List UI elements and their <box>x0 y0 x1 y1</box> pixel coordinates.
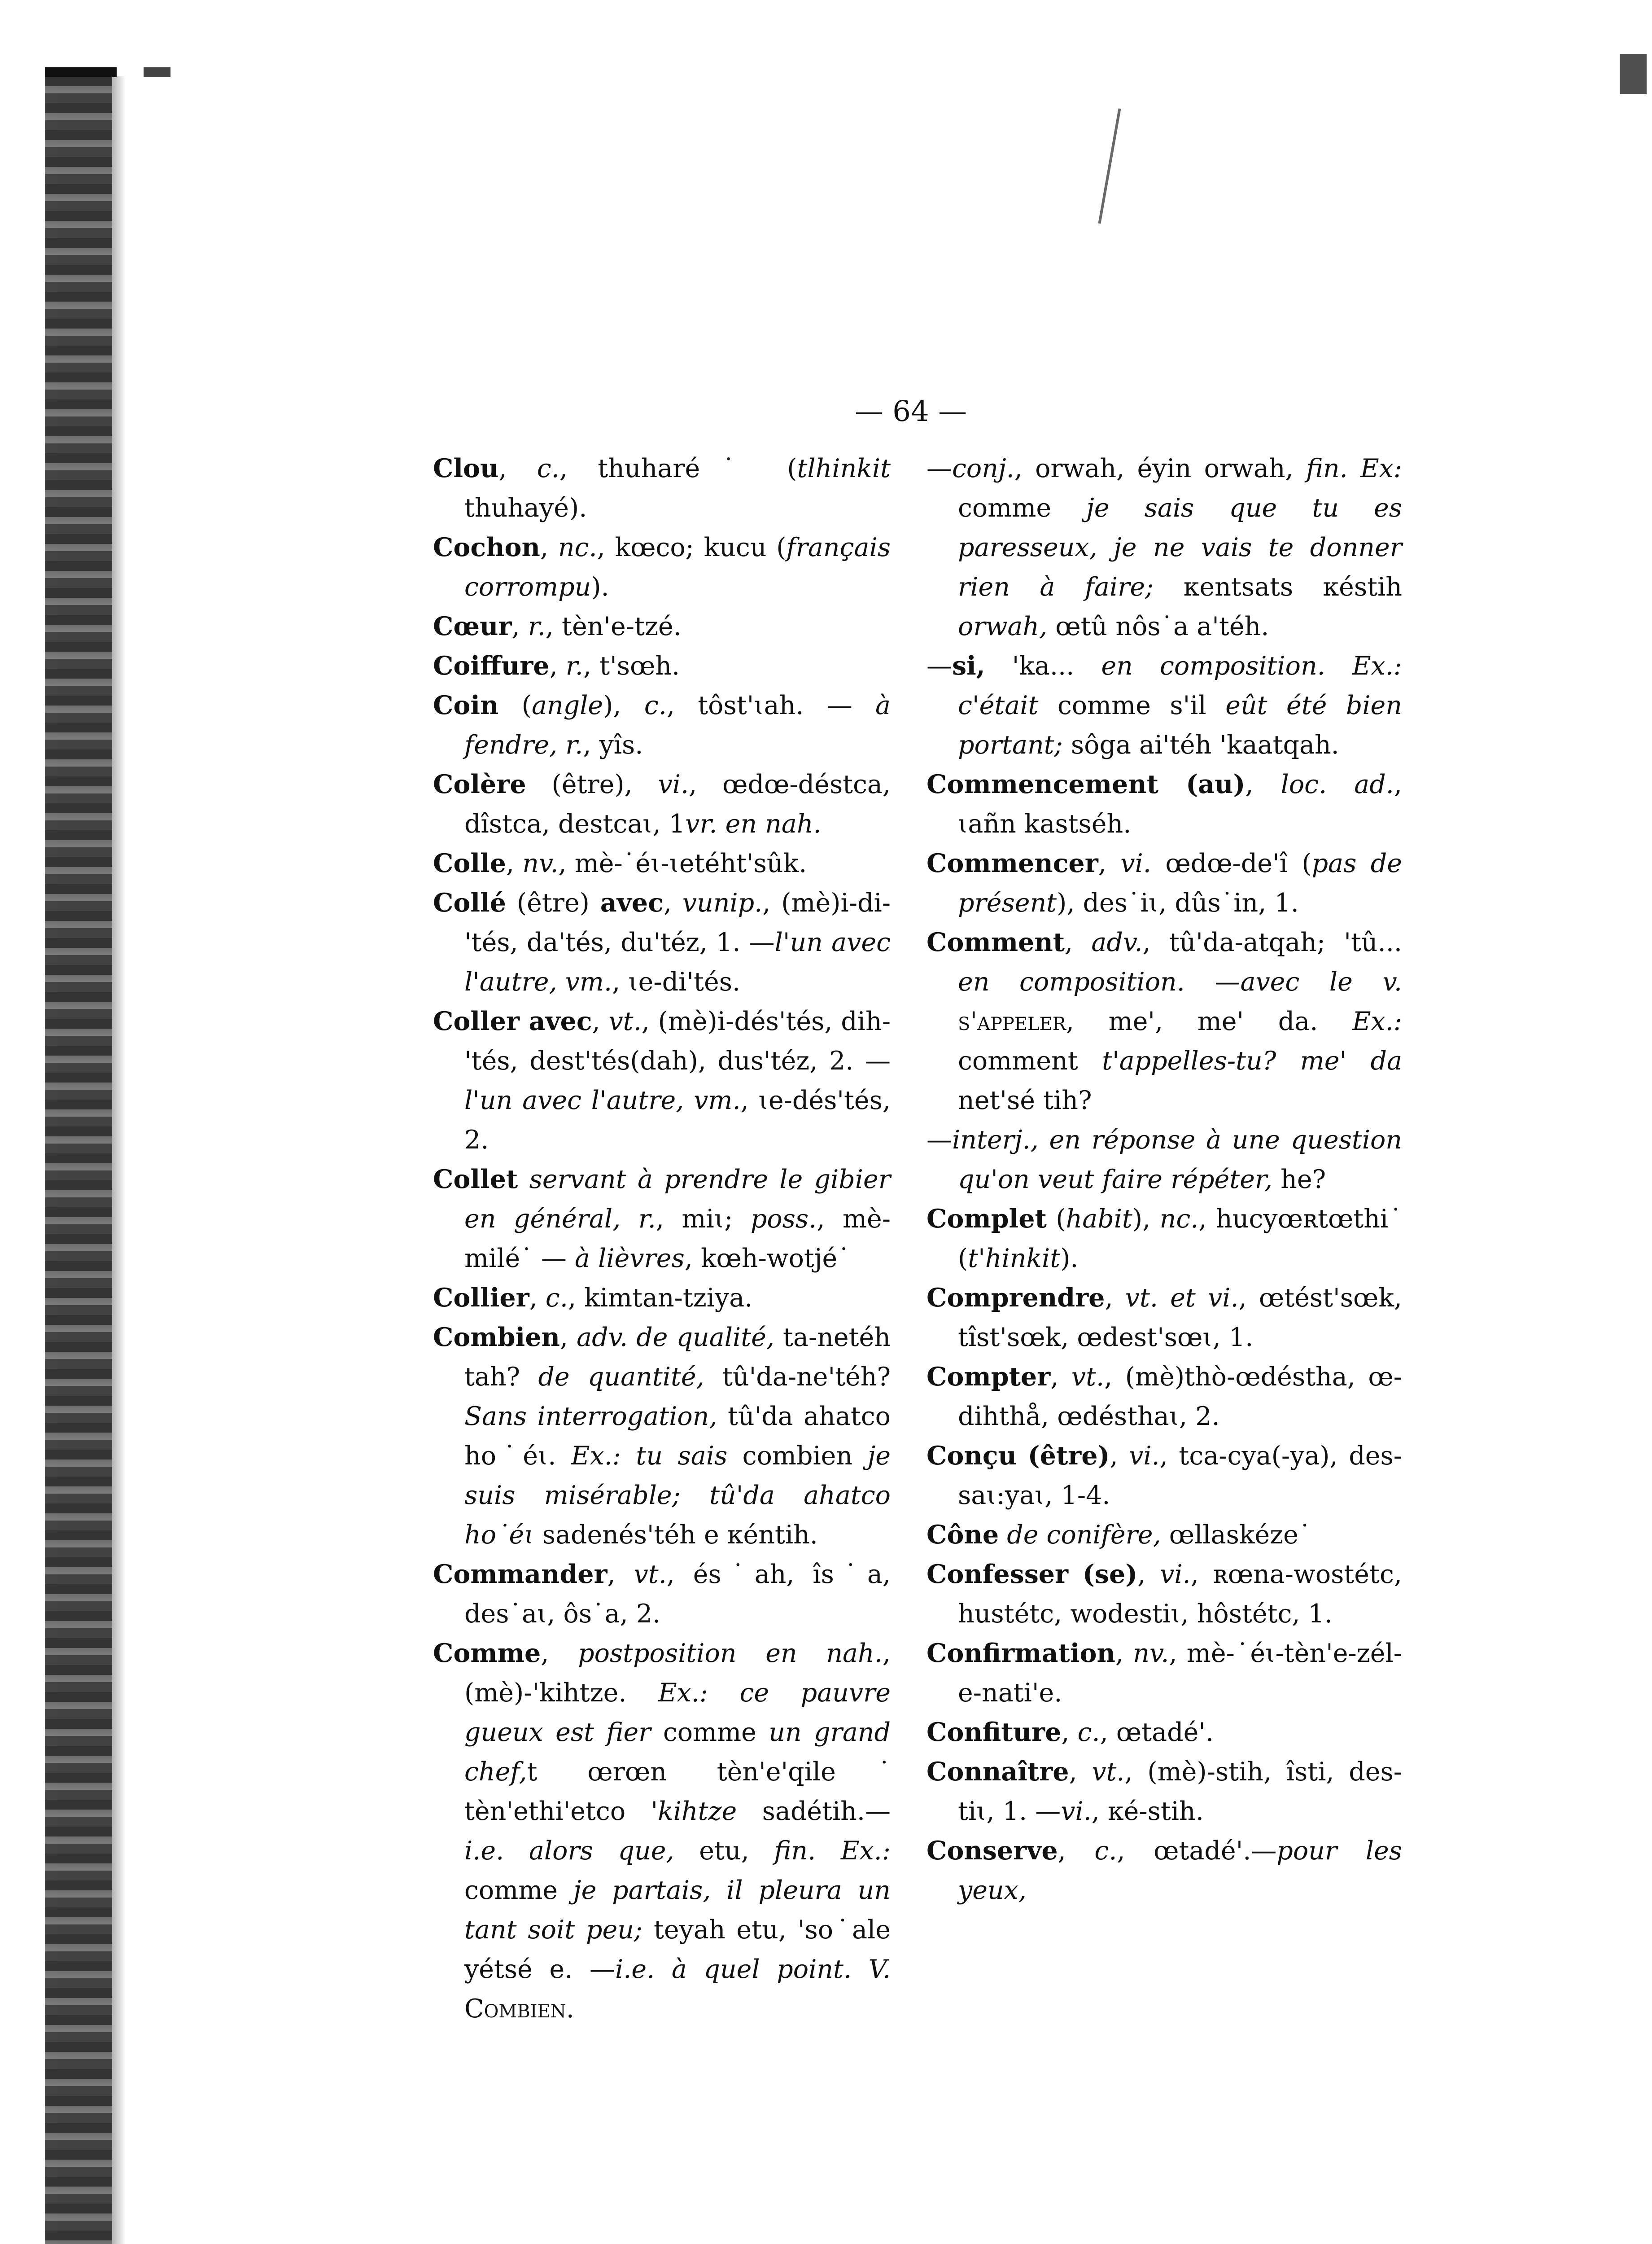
entry-text: vi. <box>658 770 689 799</box>
entry-text: , kœco; kucu ( <box>597 533 787 562</box>
entry-text: 'ka... <box>985 651 1101 681</box>
entry-headword: Commander <box>433 1559 607 1589</box>
entry-headword: Commencer <box>927 848 1098 878</box>
entry-text: ), des˙iɩ, dûs˙in, 1. <box>1057 888 1299 918</box>
entry-headword: Conserve <box>927 1836 1058 1866</box>
dictionary-entry <box>927 1713 1402 1752</box>
entry-text: ta-netéh tah? <box>464 1323 891 1392</box>
entry-headword: Cœur <box>433 611 512 641</box>
entry-text: , ᴋé-stih. <box>1091 1797 1204 1826</box>
entry-text: he? <box>1272 1165 1326 1194</box>
entry-text: , ɩañn kastséh. <box>958 770 1402 839</box>
entry-text: l'un avec l'autre, vm. <box>464 928 891 997</box>
entry-text: , t'sœh. <box>583 651 680 681</box>
entry-text: de quantité, <box>538 1362 704 1392</box>
entry-text: eût été bien portant; <box>958 691 1403 760</box>
entry-text: , <box>1061 1718 1078 1747</box>
entry-text: , ʀœna-wostétc, hustétc, wodestiɩ, hôstétc, 1. <box>958 1560 1402 1629</box>
entry-text: etu, <box>674 1836 774 1866</box>
left-column <box>433 449 891 2029</box>
scan-corner-mark <box>45 67 224 77</box>
entry-text: je partais, il pleura un tant soit peu; <box>464 1876 891 1945</box>
dictionary-entry <box>927 1634 1402 1713</box>
entry-text: ( <box>498 691 532 720</box>
entry-text: œdœ-de'î ( <box>1151 849 1312 878</box>
entry-headword: Coin <box>433 690 499 720</box>
entry-headword: Coiffure <box>433 651 550 681</box>
entry-text: , tôst'ɩah. — <box>666 691 876 720</box>
entry-text: i.e. à quel point. V. <box>615 1955 891 1984</box>
entry-text: nv. <box>522 849 559 878</box>
entry-headword: Collet <box>433 1164 518 1194</box>
entry-text: , miɩ; <box>656 1204 751 1234</box>
entry-text: thuhayé). <box>464 493 587 523</box>
dictionary-entry <box>433 1555 891 1634</box>
entry-headword: Comme <box>433 1638 541 1668</box>
entry-text: , <box>1065 928 1092 957</box>
entry-text: , œtést'sœk, tîst'sœk, œdest'sœɩ, 1. <box>958 1283 1402 1352</box>
entry-text: Combien <box>464 1994 566 2024</box>
dictionary-entry <box>433 607 891 646</box>
entry-text: je sais que tu es paresseux, je ne vais te donner rien à faire; <box>958 493 1402 602</box>
entry-text: , tca-cya(-ya), des-saɩ:yaɩ, 1-4. <box>958 1441 1402 1510</box>
entry-text: , kœh-wotjé˙ <box>684 1244 850 1273</box>
entry-headword: Collé <box>433 888 506 918</box>
entry-text: , œtadé'. <box>1100 1718 1214 1747</box>
entry-text: , orwah, éyin orwah, <box>1014 454 1306 483</box>
entry-text: , ɩe-dés'tés, 2. <box>464 1086 891 1155</box>
entry-text: vunip. <box>682 888 763 918</box>
entry-headword: Collier <box>433 1283 529 1313</box>
entry-headword: Confiture <box>927 1717 1062 1747</box>
entry-text: , <box>559 1323 577 1352</box>
dictionary-entry <box>927 1752 1402 1831</box>
dictionary-entry <box>433 883 891 1002</box>
entry-text: habit <box>1066 1204 1132 1234</box>
entry-text: , mè-milé˙ — <box>464 1204 891 1273</box>
entry-text: , <box>1245 770 1281 799</box>
dictionary-entry <box>927 1120 1402 1199</box>
entry-text: comme <box>958 493 1087 523</box>
entry-text: Ex.: tu sais <box>571 1441 728 1471</box>
entry-headword: (se) <box>1082 1559 1138 1589</box>
entry-text: fin. Ex: <box>1306 454 1402 483</box>
dictionary-entry <box>927 1278 1402 1357</box>
entry-headword: Complet <box>927 1204 1047 1234</box>
entry-text: vi. <box>1160 1560 1191 1589</box>
entry-headword: Colère <box>433 769 526 799</box>
dictionary-entry <box>433 1634 891 2029</box>
entry-text: en composition. —avec le v. <box>958 967 1402 997</box>
entry-text: c. <box>537 454 559 483</box>
entry-text: , <box>1110 1441 1129 1471</box>
entry-text: vt. et vi. <box>1125 1283 1239 1313</box>
dictionary-entry <box>433 1318 891 1555</box>
entry-text: (être), <box>526 770 658 799</box>
dictionary-entry <box>433 1278 891 1318</box>
entry-text: je suis misérable; tû'da ahatco ho˙éɩ <box>464 1441 891 1550</box>
entry-text: ). <box>1060 1244 1079 1273</box>
entry-text: Ex.: <box>1352 1007 1402 1036</box>
entry-text <box>1017 1441 1028 1471</box>
entry-headword: Cône <box>927 1520 999 1550</box>
entry-text: pas de présent <box>958 849 1402 918</box>
entry-text: , kimtan-tziya. <box>568 1283 753 1313</box>
entry-text: , <box>498 454 537 483</box>
dictionary-entry <box>927 765 1402 844</box>
entry-headword: Comment <box>927 927 1065 957</box>
entry-text: , (mè)-stih, îsti, des-tiɩ, 1. — <box>958 1757 1402 1826</box>
entry-text: 'kihtze <box>651 1797 737 1826</box>
entry-headword: Confirmation <box>927 1638 1115 1668</box>
entry-text: conj. <box>952 454 1014 483</box>
right-column <box>927 449 1402 1910</box>
entry-text: tû'da-ne'téh? <box>704 1362 891 1392</box>
entry-headword: Commencement <box>927 769 1159 799</box>
entry-text: Sans interrogation, <box>464 1402 717 1431</box>
entry-text: interj., en réponse à une question qu'on veut faire répéter, <box>952 1125 1402 1194</box>
entry-text: r. <box>528 612 546 641</box>
entry-text: postposition en nah. <box>578 1639 883 1668</box>
entry-text: vi. <box>1061 1797 1092 1826</box>
entry-text: de conifère, <box>1007 1520 1161 1550</box>
dictionary-entry <box>433 1160 891 1278</box>
entry-text: (être) <box>506 888 600 918</box>
entry-text: servant à prendre le gibier en général, r. <box>464 1165 891 1234</box>
entry-headword: Coller avec <box>433 1006 592 1036</box>
entry-headword: Combien <box>433 1322 560 1352</box>
entry-text: — <box>927 1125 952 1155</box>
entry-text: poss. <box>750 1204 817 1234</box>
dictionary-entry <box>927 923 1402 1120</box>
dictionary-entry <box>433 765 891 844</box>
entry-text: i.e. alors que, <box>464 1836 674 1866</box>
entry-text: comment <box>958 1046 1102 1076</box>
entry-text: c. <box>545 1283 568 1313</box>
dictionary-entry <box>433 528 891 607</box>
entry-text: angle <box>532 691 603 720</box>
entry-text: , <box>607 1560 634 1589</box>
entry-text: ). <box>591 572 609 602</box>
entry-text: vr. en nah. <box>685 809 822 839</box>
entry-headword: avec <box>600 888 664 918</box>
entry-text: français corrompu <box>464 533 891 602</box>
entry-text: vt. <box>634 1560 667 1589</box>
entry-text: comme s'il <box>1038 691 1226 720</box>
entry-text: teyah etu, 'so˙ale yétsé e. — <box>464 1915 891 1984</box>
scan-binding-edge <box>45 76 112 2244</box>
entry-text: tlhinkit <box>797 454 891 483</box>
dictionary-entry <box>927 844 1402 923</box>
entry-headword: Compter <box>927 1362 1051 1392</box>
dictionary-entry <box>927 1515 1402 1555</box>
scan-corner-blot <box>1620 54 1647 94</box>
dictionary-entry <box>927 449 1402 646</box>
entry-headword: Cochon <box>433 532 540 562</box>
entry-text: , <box>1098 849 1121 878</box>
entry-text: , és˙ah, îs˙a, des˙aɩ, ôs˙a, 2. <box>464 1560 891 1629</box>
entry-headword: Confesser <box>927 1559 1069 1589</box>
entry-text: — <box>927 454 952 483</box>
entry-text: vt. <box>1092 1757 1125 1787</box>
dictionary-entry <box>433 1002 891 1160</box>
dictionary-entry <box>433 844 891 883</box>
entry-text: vt. <box>1071 1362 1105 1392</box>
entry-text: comme <box>651 1718 769 1747</box>
entry-text: — <box>927 651 952 681</box>
entry-text: , <box>592 1007 609 1036</box>
dictionary-entry <box>927 1831 1402 1910</box>
entry-headword: (au) <box>1186 769 1246 799</box>
entry-text: c. <box>1094 1836 1117 1866</box>
entry-text: l'un avec l'autre, vm. <box>464 1086 741 1115</box>
entry-text: en composition. Ex.: c'était <box>958 651 1402 720</box>
entry-text: , tèn'e-tzé. <box>545 612 682 641</box>
entry-text: sadenés'téh e ᴋéntih. <box>534 1520 818 1550</box>
entry-text: nc. <box>1159 1204 1199 1234</box>
entry-text: , me', me' da. <box>1066 1007 1352 1036</box>
entry-text: , (mè)-'kihtze. <box>464 1639 891 1708</box>
entry-text: r. <box>565 651 583 681</box>
page-number: — 64 — <box>854 395 967 428</box>
entry-text: vi. <box>1129 1441 1160 1471</box>
dictionary-entry <box>927 1555 1402 1634</box>
dictionary-entry <box>927 1199 1402 1278</box>
entry-text: ), <box>1132 1204 1160 1234</box>
entry-text: , <box>506 849 523 878</box>
entry-text: , <box>540 533 558 562</box>
entry-text: ᴋentsats ᴋéstih <box>1154 572 1403 602</box>
entry-text: , mè-˙éɩ-ɩetéht'sûk. <box>558 849 807 878</box>
entry-text: nc. <box>558 533 597 562</box>
entry-text: , tû'da-atqah; 'tû... <box>1142 928 1402 957</box>
entry-text: , hucyœʀtœthi˙ ( <box>958 1204 1402 1273</box>
entry-text: sôga ai'téh 'kaatqah. <box>1062 730 1339 760</box>
entry-text: , thuharé˙ ( <box>559 454 797 483</box>
entry-text <box>1158 770 1186 799</box>
entry-text: œllaskéze˙ <box>1161 1520 1311 1550</box>
entry-text: , (mè)thò-œdéstha, œ-dihthå, œdésthaɩ, 2. <box>958 1362 1402 1431</box>
entry-text: , œdœ-déstca, dîstca, destcaɩ, 1 <box>464 770 891 839</box>
entry-headword: Clou <box>433 453 499 483</box>
entry-text: œtû nôs˙a a'téh. <box>1047 612 1269 641</box>
dictionary-entry <box>433 646 891 686</box>
entry-text: à fendre, r. <box>464 691 891 760</box>
entry-text: t'hinkit <box>968 1244 1061 1273</box>
entry-headword: si, <box>952 651 985 681</box>
entry-text: , <box>1115 1639 1133 1668</box>
entry-text: vi. <box>1120 849 1151 878</box>
entry-text: adv. de qualité, <box>577 1323 774 1352</box>
entry-text: nv. <box>1133 1639 1169 1668</box>
entry-headword: Colle <box>433 848 506 878</box>
entry-text <box>999 1520 1007 1550</box>
entry-text <box>518 1165 529 1194</box>
dictionary-entry <box>927 1357 1402 1436</box>
entry-text: ( <box>1046 1204 1066 1234</box>
entry-text: , <box>663 888 682 918</box>
entry-text: net'sé tih? <box>958 1086 1092 1115</box>
entry-text: , <box>529 1283 546 1313</box>
entry-text: à lièvres <box>574 1244 685 1273</box>
entry-text: orwah, <box>958 612 1048 641</box>
dictionary-entry <box>433 686 891 765</box>
entry-text: c. <box>1077 1718 1100 1747</box>
dictionary-entry <box>927 646 1402 765</box>
entry-headword: Comprendre <box>927 1283 1105 1313</box>
pencil-stroke <box>1098 108 1121 224</box>
dictionary-entry <box>927 1436 1402 1515</box>
entry-text: , <box>1050 1362 1071 1392</box>
entry-text: t œrœn tèn'e'qile˙ tèn'ethi'etco <box>464 1757 891 1826</box>
entry-text: s'appeler <box>958 1007 1066 1036</box>
entry-text: , œtadé'.— <box>1117 1836 1277 1866</box>
entry-text: un grand chef, <box>464 1718 891 1787</box>
entry-text: , (mè)i-dés'tés, dih-'tés, dest'tés(dah), dus'téz, 2. — <box>464 1007 891 1076</box>
entry-text: sadétih.— <box>737 1797 891 1826</box>
entry-text: Ex.: ce pauvre gueux est fier <box>464 1678 891 1747</box>
entry-text: , yîs. <box>583 730 643 760</box>
entry-text: ), <box>603 691 644 720</box>
entry-text: comme <box>464 1876 573 1905</box>
entry-text: , <box>1105 1283 1125 1313</box>
entry-text: , <box>1137 1560 1160 1589</box>
entry-text <box>1068 1560 1083 1589</box>
entry-text: vt. <box>608 1007 642 1036</box>
entry-text: , <box>1069 1757 1092 1787</box>
entry-text: loc. ad. <box>1281 770 1394 799</box>
entry-text: c. <box>644 691 667 720</box>
entry-text: tû'da ahatco ho˙éɩ. <box>464 1402 891 1471</box>
entry-text: . <box>566 1994 574 2024</box>
entry-text: , <box>511 612 528 641</box>
entry-text: combien <box>727 1441 868 1471</box>
entry-text: adv. <box>1091 928 1143 957</box>
entry-headword: Connaître <box>927 1757 1069 1787</box>
entry-text: pour les yeux, <box>958 1836 1402 1905</box>
entry-text: , <box>549 651 566 681</box>
entry-text: t'appelles-tu? me' da <box>1102 1046 1402 1076</box>
entry-text: , <box>541 1639 578 1668</box>
entry-text: , (mè)i-di-'tés, da'tés, du'téz, 1. — <box>464 888 891 957</box>
entry-text: , mè-˙éɩ-tèn'e-zél-e-nati'e. <box>958 1639 1402 1708</box>
entry-text: , ɩe-di'tés. <box>612 967 741 997</box>
entry-text: fin. Ex.: <box>774 1836 891 1866</box>
entry-headword: Conçu <box>927 1441 1017 1471</box>
entry-headword: (être) <box>1027 1441 1110 1471</box>
dictionary-entry <box>433 449 891 528</box>
entry-text: , <box>1058 1836 1095 1866</box>
